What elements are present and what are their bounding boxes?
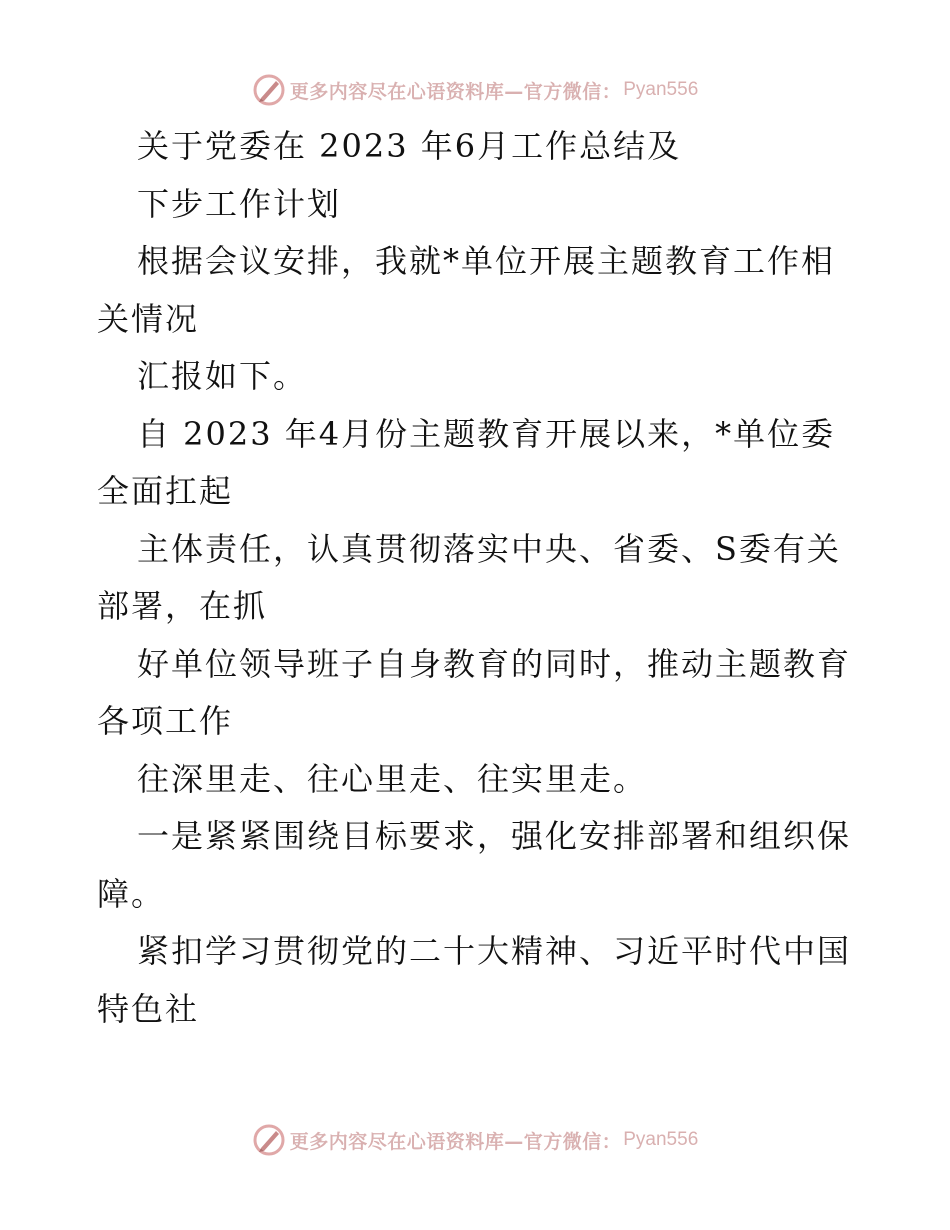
watermark-text: 更多内容尽在心语资料库—官方微信：: [289, 1130, 622, 1153]
doc-text-line: 紧扣学习贯彻党的二十大精神、习近平时代中国: [137, 932, 852, 970]
doc-text-line: 关情况: [97, 299, 200, 338]
doc-text-line: 部署，在抓: [97, 587, 268, 625]
document-body: [97, 118, 857, 1038]
pen-seal-logo-icon: [252, 1123, 286, 1157]
footer-watermark-banner: [0, 1120, 950, 1160]
watermark-wechat-id: Pyan556: [623, 1129, 699, 1150]
doc-text-line: 障。: [97, 874, 166, 913]
doc-text-line: 往深里走、往心里走、往实里走。: [137, 759, 648, 798]
doc-text-line: 自 2023 年4月份主题教育开展以来，*单位委: [137, 414, 836, 453]
watermark-text: 更多内容尽在心语资料库—官方微信：: [289, 80, 622, 103]
doc-text-line: 特色社: [97, 989, 200, 1028]
watermark-wechat-id: Pyan556: [623, 79, 699, 100]
doc-text-line: 主体责任，认真贯彻落实中央、省委、S委有关: [137, 529, 841, 568]
doc-text-line: 全面扛起: [97, 472, 234, 510]
header-watermark-banner: [0, 70, 950, 110]
doc-title-line-1: 关于党委在 2023 年6月工作总结及: [137, 127, 682, 165]
doc-text-line: 好单位领导班子自身教育的同时，推动主题教育: [137, 644, 852, 683]
doc-text-line: 根据会议安排，我就*单位开展主题教育工作相: [137, 242, 836, 280]
doc-text-line: 汇报如下。: [137, 357, 308, 395]
doc-title-line-2: 下步工作计划: [137, 184, 342, 223]
doc-text-line: 各项工作: [97, 702, 234, 740]
doc-text-line: 一是紧紧围绕目标要求，强化安排部署和组织保: [137, 817, 852, 855]
pen-seal-logo-icon: [252, 73, 286, 107]
